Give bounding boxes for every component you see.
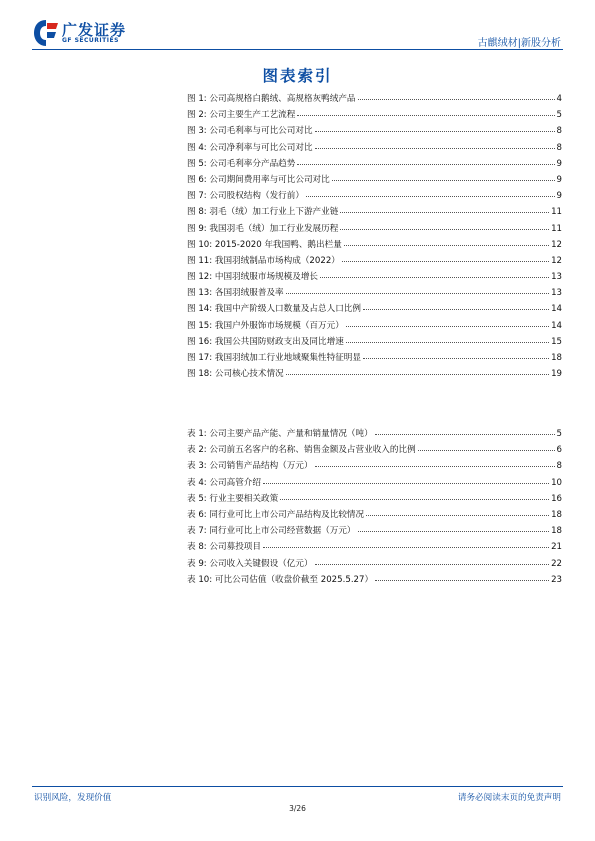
toc-entry[interactable]: [187, 557, 562, 573]
toc-leader-dots: [366, 515, 549, 516]
toc-entry-page: 8: [556, 142, 562, 153]
toc-entry-label: 表 2: 公司前五名客户的名称、销售金额及占营业收入的比例: [187, 445, 416, 456]
toc-entry-page: 8: [556, 126, 562, 137]
toc-entry[interactable]: [187, 157, 562, 173]
toc-entry-label: 图 18: 公司核心技术情况: [187, 369, 284, 380]
toc-entry-page: 22: [551, 558, 562, 569]
toc-entry-label: 图 17: 我国羽绒加工行业地域聚集性特征明显: [187, 353, 361, 363]
toc-entry-page: 4: [556, 94, 562, 104]
toc-entry[interactable]: [187, 573, 562, 589]
toc-entry-page: 11: [551, 223, 562, 234]
toc-entry-page: 18: [551, 509, 562, 520]
toc-entry-page: 18: [551, 526, 562, 537]
toc-entry-page: 13: [551, 272, 562, 283]
toc-entry[interactable]: [187, 459, 562, 475]
toc-leader-dots: [315, 148, 555, 149]
toc-entry[interactable]: [187, 443, 562, 459]
toc-entry[interactable]: [187, 205, 562, 221]
toc-entry-page: 6: [556, 445, 562, 456]
page-number: 3/26: [289, 804, 306, 813]
toc-entry-page: 11: [551, 207, 562, 218]
toc-entry-page: 19: [551, 369, 562, 380]
toc-entry-page: 21: [551, 542, 562, 553]
toc-entry[interactable]: [187, 189, 562, 205]
page-title: 图表索引: [262, 66, 333, 85]
toc-leader-dots: [320, 277, 549, 278]
toc-leader-dots: [332, 180, 555, 181]
gf-logo-icon: [32, 18, 60, 48]
toc-entry-label: 图 15: 我国户外服饰市场规模（百万元）: [187, 320, 344, 331]
figure-index: [187, 92, 562, 383]
toc-entry-label: 图 9: 我国羽毛（绒）加工行业发展历程: [187, 223, 339, 234]
toc-entry-label: 图 3: 公司毛利率与可比公司对比: [187, 126, 313, 137]
toc-entry-label: 表 7: 同行业可比上市公司经营数据（万元）: [187, 526, 356, 537]
toc-entry[interactable]: [187, 319, 562, 335]
table-index: [187, 427, 562, 589]
toc-entry[interactable]: [187, 476, 562, 492]
toc-entry-label: 表 1: 公司主要产品产能、产量和销量情况（吨）: [187, 429, 373, 439]
toc-entry-page: 18: [551, 353, 562, 363]
toc-leader-dots: [344, 245, 549, 246]
toc-entry[interactable]: [187, 427, 562, 443]
header-divider: [32, 49, 563, 50]
report-category: 古麒绒材|新股分析: [477, 38, 561, 49]
toc-entry-label: 表 5: 行业主要相关政策: [187, 493, 279, 504]
toc-entry-page: 10: [551, 477, 562, 488]
footer-divider: [32, 786, 563, 787]
toc-entry[interactable]: [187, 367, 562, 383]
toc-entry[interactable]: [187, 302, 562, 318]
toc-leader-dots: [375, 580, 549, 581]
toc-entry-label: 表 4: 公司高管介绍: [187, 477, 261, 488]
toc-entry-label: 图 1: 公司高规格白鹅绒、高规格灰鸭绒产品: [187, 94, 356, 104]
toc-entry-label: 图 7: 公司股权结构（发行前）: [187, 191, 304, 202]
toc-leader-dots: [340, 229, 549, 230]
toc-leader-dots: [306, 196, 555, 197]
logo-chinese-text: 广发证券: [62, 21, 127, 39]
toc-leader-dots: [297, 115, 554, 116]
toc-entry-page: 9: [556, 191, 562, 202]
toc-leader-dots: [315, 131, 555, 132]
toc-entry-page: 14: [551, 304, 562, 315]
toc-entry-label: 图 6: 公司期间费用率与可比公司对比: [187, 174, 330, 185]
toc-leader-dots: [286, 293, 549, 294]
toc-entry-label: 图 5: 公司毛利率分产品趋势: [187, 158, 296, 169]
toc-entry-label: 图 4: 公司净利率与可比公司对比: [187, 142, 313, 153]
toc-entry[interactable]: [187, 492, 562, 508]
toc-entry[interactable]: [187, 124, 562, 140]
toc-entry-page: 9: [556, 158, 562, 169]
toc-leader-dots: [263, 483, 549, 484]
toc-entry-page: 13: [551, 288, 562, 299]
toc-leader-dots: [286, 374, 549, 375]
toc-leader-dots: [315, 466, 555, 467]
toc-entry-label: 图 11: 我国羽绒制品市场构成（2022）: [187, 255, 340, 266]
toc-leader-dots: [418, 450, 555, 451]
toc-entry[interactable]: [187, 222, 562, 238]
toc-entry-page: 15: [551, 336, 562, 347]
gf-securities-logo: [32, 18, 162, 48]
toc-leader-dots: [358, 99, 555, 100]
toc-entry[interactable]: [187, 141, 562, 157]
toc-entry[interactable]: [187, 254, 562, 270]
toc-leader-dots: [315, 564, 550, 565]
toc-leader-dots: [375, 434, 555, 435]
toc-leader-dots: [342, 261, 549, 262]
toc-entry-page: 14: [551, 320, 562, 331]
toc-entry-page: 9: [556, 174, 562, 185]
footer-slogan: 识别风险，发现价值: [34, 793, 112, 803]
toc-entry-page: 12: [551, 239, 562, 250]
toc-entry[interactable]: [187, 286, 562, 302]
toc-entry[interactable]: [187, 508, 562, 524]
toc-entry-page: 16: [551, 493, 562, 504]
toc-entry-label: 图 14: 我国中产阶级人口数量及占总人口比例: [187, 304, 361, 315]
toc-entry[interactable]: [187, 92, 562, 108]
toc-leader-dots: [340, 212, 549, 213]
logo-english-text: GF SECURITIES: [62, 37, 119, 44]
toc-entry-page: 12: [551, 255, 562, 266]
toc-leader-dots: [263, 547, 549, 548]
toc-entry-label: 图 12: 中国羽绒服市场规模及增长: [187, 272, 319, 283]
toc-entry-page: 5: [556, 429, 562, 439]
toc-entry-label: 图 8: 羽毛（绒）加工行业上下游产业链: [187, 207, 339, 218]
toc-entry-label: 表 10: 可比公司估值（收盘价截至 2025.5.27）: [187, 574, 374, 585]
toc-leader-dots: [346, 326, 549, 327]
toc-entry-label: 表 9: 公司收入关键假设（亿元）: [187, 558, 313, 569]
toc-entry[interactable]: [187, 238, 562, 254]
toc-entry[interactable]: [187, 524, 562, 540]
toc-leader-dots: [346, 342, 549, 343]
toc-entry[interactable]: [187, 540, 562, 556]
toc-entry-page: 5: [556, 110, 562, 121]
page-header: [0, 0, 595, 52]
toc-entry-label: 图 16: 我国公共国防财政支出及同比增速: [187, 336, 344, 347]
toc-entry-page: 8: [556, 461, 562, 472]
toc-entry-label: 表 6: 同行业可比上市公司产品结构及比较情况: [187, 509, 365, 520]
toc-leader-dots: [280, 499, 549, 500]
toc-entry-label: 表 8: 公司募投项目: [187, 542, 261, 553]
footer-disclaimer-note: 请务必阅读末页的免责声明: [457, 793, 561, 803]
toc-entry[interactable]: [187, 108, 562, 124]
toc-entry-page: 23: [551, 574, 562, 585]
toc-entry-label: 图 13: 各国羽绒服普及率: [187, 288, 284, 299]
toc-leader-dots: [297, 164, 554, 165]
toc-entry[interactable]: [187, 351, 562, 367]
toc-entry-label: 表 3: 公司销售产品结构（万元）: [187, 461, 313, 472]
toc-leader-dots: [363, 358, 549, 359]
toc-entry[interactable]: [187, 270, 562, 286]
toc-entry-label: 图 2: 公司主要生产工艺流程: [187, 110, 296, 121]
toc-leader-dots: [358, 531, 550, 532]
toc-leader-dots: [363, 309, 549, 310]
toc-entry[interactable]: [187, 335, 562, 351]
toc-entry[interactable]: [187, 173, 562, 189]
toc-entry-label: 图 10: 2015-2020 年我国鸭、鹅出栏量: [187, 239, 342, 250]
